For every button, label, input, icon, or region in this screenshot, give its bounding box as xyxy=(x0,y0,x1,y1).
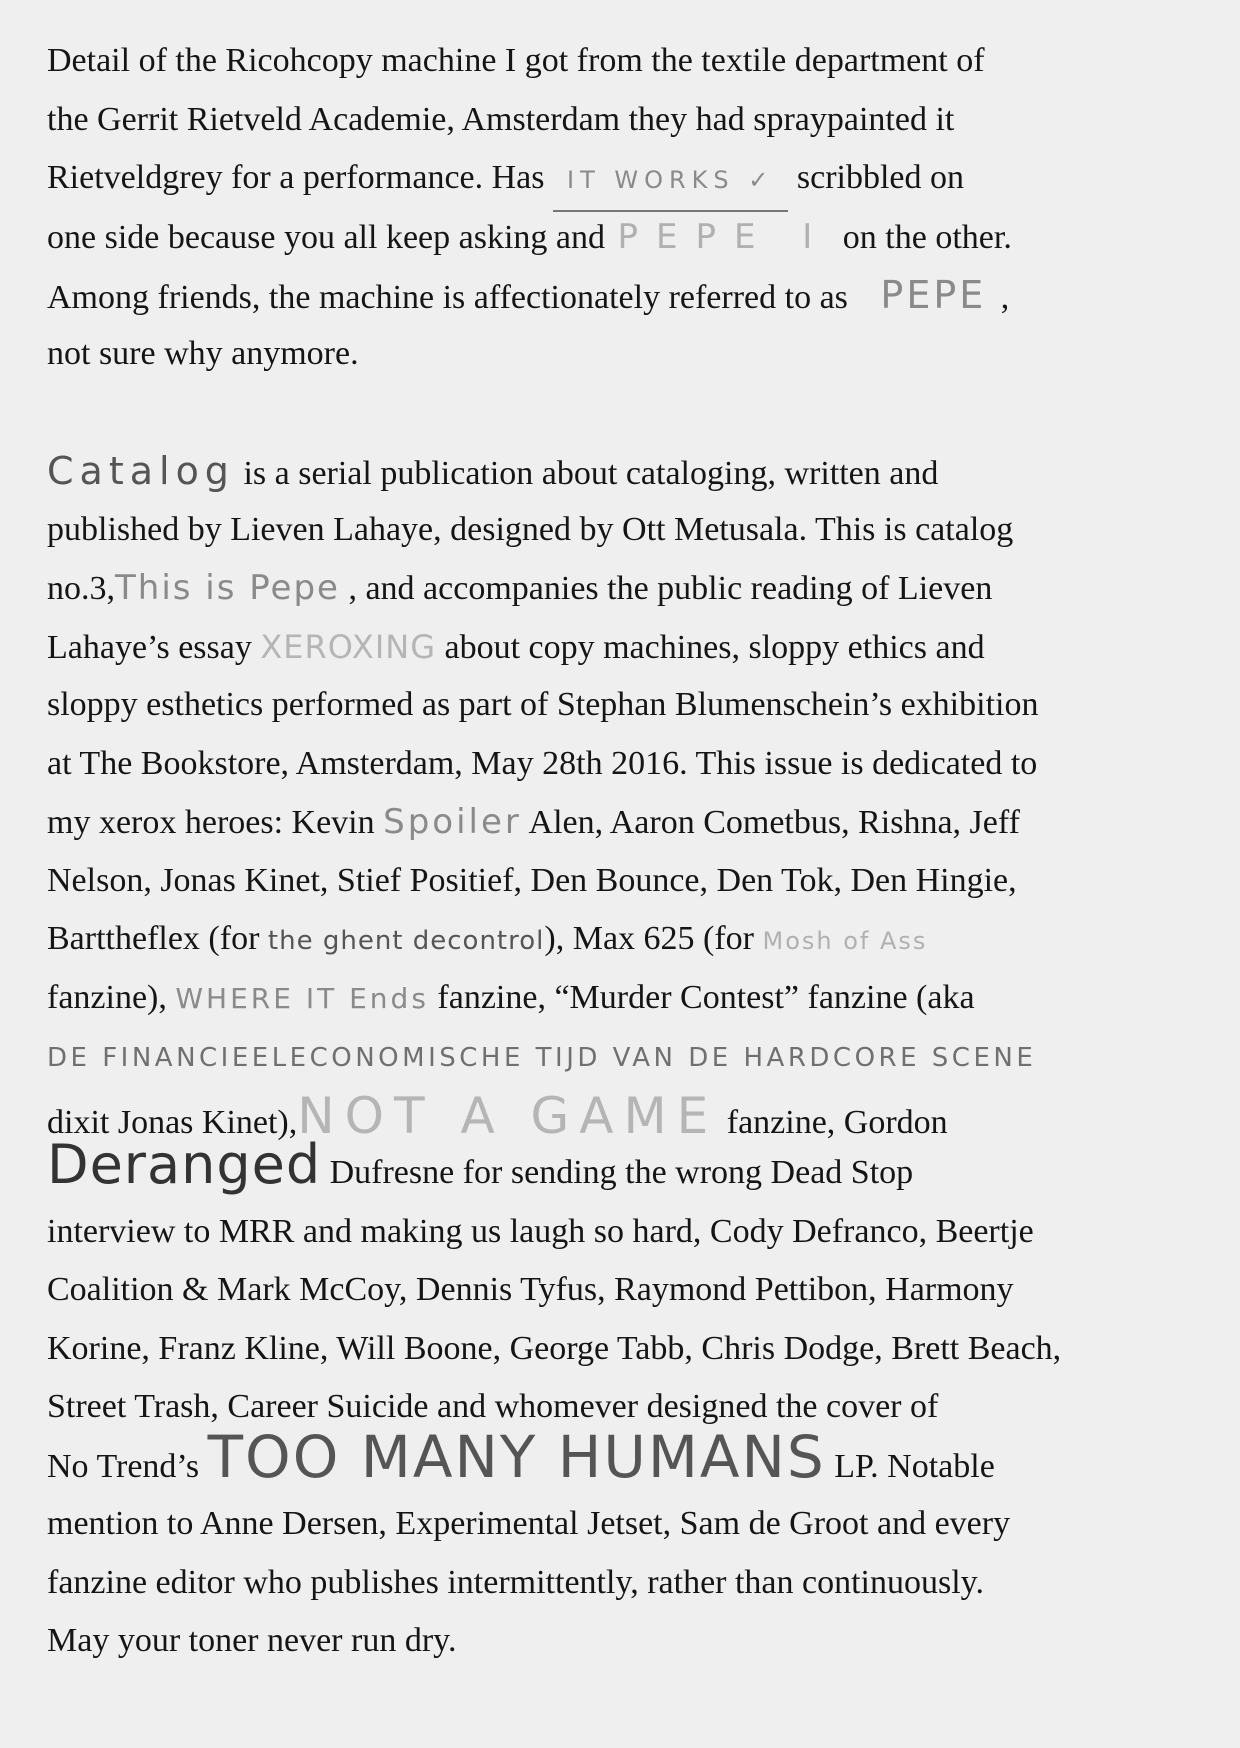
handwritten-xeroxing: XEROXING xyxy=(260,627,436,666)
text-line xyxy=(47,1422,1197,1496)
handwritten-where-it-ends: WHERE IT Ends xyxy=(175,981,429,1015)
text-line xyxy=(47,559,1197,618)
text-line: interview to MRR and making us laugh so hard, Cody Defranco, Beertje xyxy=(47,1212,1034,1250)
intro-paragraph xyxy=(47,32,1197,383)
text-segment: no.3, xyxy=(47,570,115,607)
handwritten-too-many-humans: TOO MANY HUMANS xyxy=(207,1422,826,1491)
handwritten-it-works: IT WORKS ✓ xyxy=(553,151,788,212)
text-segment: Alen, Aaron Cometbus, Rishna, Jeff xyxy=(521,804,1020,841)
text-segment: fanzine, “Murder Contest” fanzine (aka xyxy=(428,978,975,1016)
text-segment: about copy machines, sloppy ethics and xyxy=(435,628,985,666)
body-paragraph xyxy=(47,442,1197,1671)
text-line xyxy=(47,149,1197,208)
text-line: May your toner never run dry. xyxy=(47,1622,457,1659)
text-segment: Barttheflex (for xyxy=(47,920,268,957)
handwritten-de-financieeleconomische-tijd: DE FINANCIEELECONOMISCHE TIJD VAN DE HARDCORE SCENE xyxy=(47,1043,1037,1073)
text-segment: one side because you all keep asking and xyxy=(47,218,614,256)
handwritten-pepe-i: PEPE I xyxy=(617,216,831,257)
text-segment: , xyxy=(992,279,1010,316)
text-segment: fanzine, Gordon xyxy=(718,1103,948,1141)
handwritten-mosh-of-ass: Mosh of Ass xyxy=(762,927,928,955)
text-segment: dixit Jonas Kinet), xyxy=(47,1103,298,1141)
text-line: not sure why anymore. xyxy=(47,334,359,372)
handwritten-pepe: PEPE xyxy=(880,273,987,317)
text-line: Nelson, Jonas Kinet, Stief Positief, Den Bounce, Den Tok, Den Hingie, xyxy=(47,861,1017,899)
text-line xyxy=(47,618,1197,677)
handwritten-the-ghent-decontrol: the ghent decontrol xyxy=(267,926,545,956)
text-segment: fanzine), xyxy=(47,978,176,1016)
text-segment: Lahaye’s essay xyxy=(47,628,261,666)
text-segment: ), Max 625 (for xyxy=(544,920,763,957)
text-line: Detail of the Ricohcopy machine I got from the textile department of xyxy=(47,42,985,79)
text-line: Coalition & Mark McCoy, Dennis Tyfus, Raymond Pettibon, Harmony xyxy=(47,1271,1014,1308)
text-segment: , and accompanies the public reading of Lieven xyxy=(339,570,993,607)
text-line: the Gerrit Rietveld Academie, Amsterdam they had spraypainted it xyxy=(47,100,955,138)
text-line: published by Lieven Lahaye, designed by Ott Metusala. This is catalog xyxy=(47,510,1014,548)
text-line xyxy=(47,442,1197,501)
text-line xyxy=(47,208,1197,267)
text-line xyxy=(47,266,1197,325)
text-segment: scribbled on xyxy=(788,159,965,196)
handwritten-catalog: Catalog xyxy=(47,449,235,493)
text-segment: Rietveldgrey for a performance. Has xyxy=(47,159,553,196)
handwritten-not-a-game: NOT A GAME xyxy=(297,1086,719,1145)
text-line: Street Trash, Career Suicide and whomever designed the cover of xyxy=(47,1388,939,1425)
text-segment: on the other. xyxy=(834,218,1012,256)
text-line: mention to Anne Dersen, Experimental Jetset, Sam de Groot and every xyxy=(47,1505,1011,1542)
text-segment: LP. Notable xyxy=(825,1447,995,1485)
text-segment: is a serial publication about cataloging, written and xyxy=(234,455,939,492)
text-segment: Among friends, the machine is affectionately referred to as xyxy=(47,279,857,316)
text-line xyxy=(47,969,1197,1028)
text-line xyxy=(47,1027,1197,1086)
text-segment: No Trend’s xyxy=(47,1447,208,1485)
text-segment: Dufresne for sending the wrong Dead Stop xyxy=(321,1154,914,1191)
text-line: sloppy esthetics performed as part of Stephan Blumenschein’s exhibition xyxy=(47,686,1039,723)
text-line: Korine, Franz Kline, Will Boone, George Tabb, Chris Dodge, Brett Beach, xyxy=(47,1329,1062,1367)
text-line xyxy=(47,793,1197,852)
handwritten-deranged: Deranged xyxy=(47,1133,322,1196)
text-segment: my xerox heroes: Kevin xyxy=(47,804,384,841)
text-line xyxy=(47,910,1197,969)
text-line: fanzine editor who publishes intermittently, rather than continuously. xyxy=(47,1563,984,1601)
text-line xyxy=(47,1133,1197,1203)
text-line: at The Bookstore, Amsterdam, May 28th 2016. This issue is dedicated to xyxy=(47,744,1038,782)
handwritten-spoiler: Spoiler xyxy=(383,802,522,842)
handwritten-this-is-pepe: This is Pepe xyxy=(115,568,340,608)
